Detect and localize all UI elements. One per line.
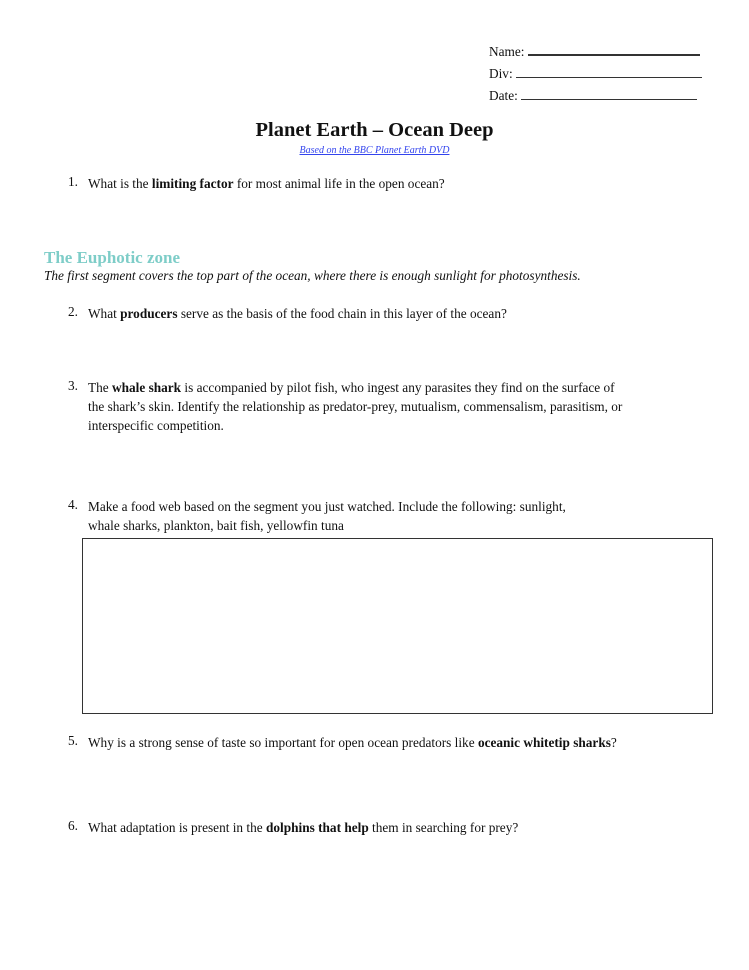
div-label: Div: [489, 66, 513, 81]
page-title: Planet Earth – Ocean Deep [255, 119, 494, 141]
question-3: The whale shark is accompanied by pilot fish, who ingest any parasites they find on the surface of the shark’s skin. Identify the relationship as predator-prey, mutualism, commensalism, parasitism, or interspecific competition. [88, 380, 623, 433]
question-1: What is the limiting factor for most animal life in the open ocean? [88, 176, 445, 191]
div-field[interactable] [489, 66, 702, 82]
question-6: What adaptation is present in the dolphins that help them in searching for prey? [88, 820, 519, 835]
source-link[interactable]: Based on the BBC Planet Earth DVD [299, 145, 450, 156]
section-heading: The Euphotic zone [44, 248, 181, 267]
name-field[interactable] [489, 44, 700, 60]
question-4: Make a food web based on the segment you just watched. Include the following: sunlight, whale sharks, plankton, bait fish, yellowfin tuna [88, 499, 566, 533]
question-number: 5. [68, 733, 78, 748]
question-2: What producers serve as the basis of the food chain in this layer of the ocean? [88, 306, 507, 321]
question-number: 4. [68, 497, 78, 512]
section-intro: The first segment covers the top part of the ocean, where there is enough sunlight for photosynthesis. [44, 268, 581, 283]
food-web-answer-box[interactable] [82, 538, 713, 714]
div-line[interactable] [516, 76, 702, 78]
question-number: 2. [68, 304, 78, 319]
question-number: 6. [68, 818, 78, 833]
question-number: 1. [68, 174, 78, 189]
question-5: Why is a strong sense of taste so important for open ocean predators like oceanic whitetip sharks? [88, 735, 617, 750]
date-line[interactable] [521, 98, 697, 100]
question-number: 3. [68, 378, 78, 393]
date-label: Date: [489, 88, 518, 103]
date-field[interactable] [489, 88, 697, 104]
name-label: Name: [489, 44, 525, 59]
name-line[interactable] [528, 53, 700, 56]
